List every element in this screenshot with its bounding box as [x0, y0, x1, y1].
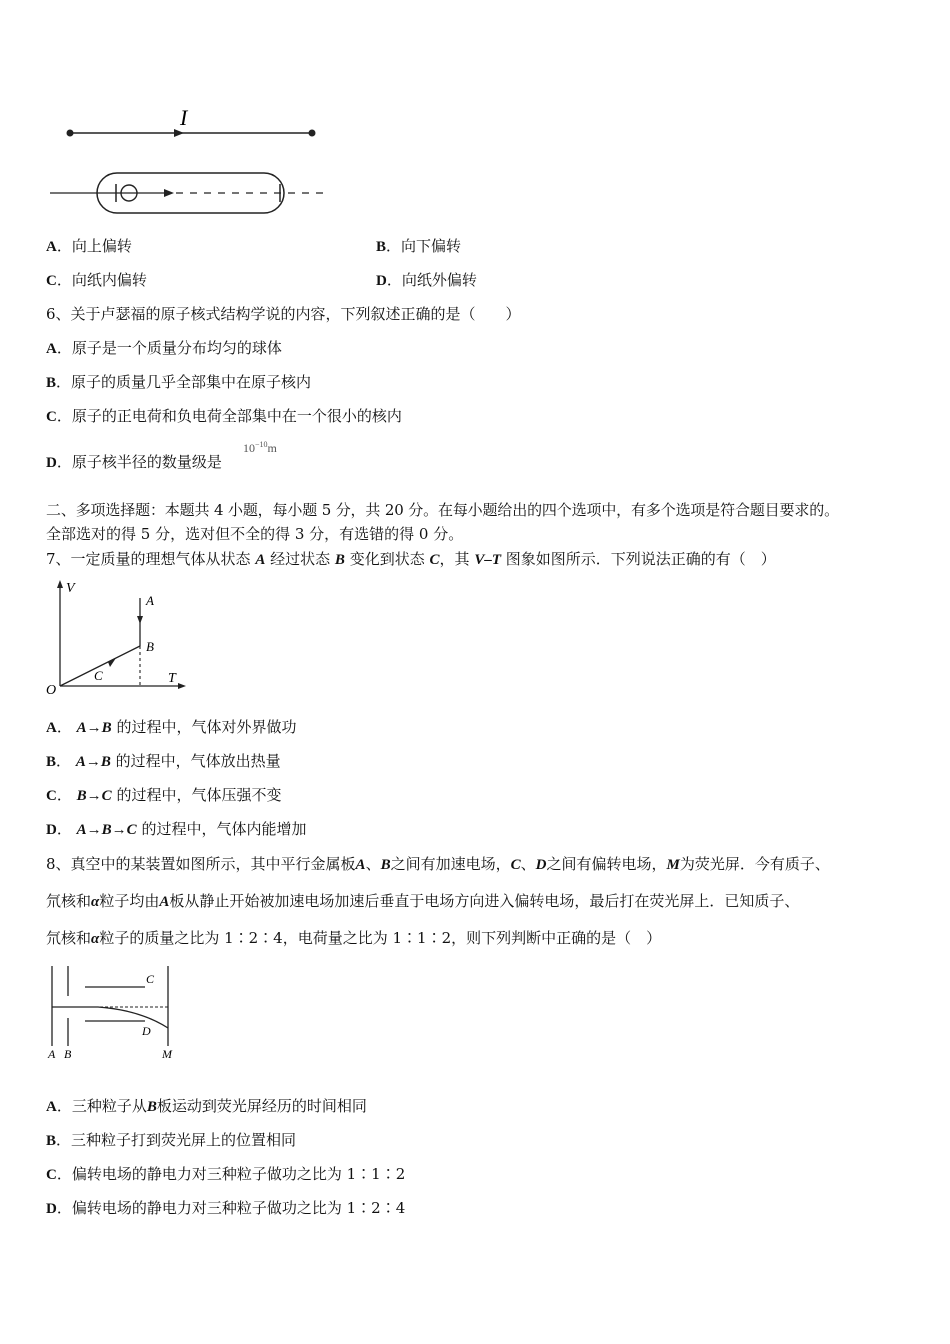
q7-option-b: B． A→B 的过程中，气体放出热量 [46, 752, 281, 770]
point-a-label: A [146, 593, 154, 608]
beam-arrow [164, 189, 174, 197]
q8-option-d: D．偏转电场的静电力对三种粒子做功之比为 1∶2∶4 [46, 1199, 406, 1217]
deflection-device-diagram [40, 962, 190, 1067]
q5-option-d: D．向纸外偏转 [376, 271, 477, 289]
label-m: M [162, 1047, 172, 1061]
q6-option-a: A．原子是一个质量分布均匀的球体 [46, 339, 282, 357]
q8-option-a: A．三种粒子从B板运动到荧光屏经历的时间相同 [46, 1097, 367, 1115]
current-arrow [174, 129, 184, 137]
label-a: A [48, 1047, 56, 1061]
arrow-ab [137, 616, 143, 624]
q6-d-value: $10^{-10}m$ [243, 440, 277, 455]
q8-option-c: C．偏转电场的静电力对三种粒子做功之比为 1∶1∶2 [46, 1165, 406, 1183]
label-d: D [142, 1024, 151, 1038]
vt-graph [40, 574, 200, 700]
section2-line1: 二、多项选择题：本题共 4 小题，每小题 5 分，共 20 分。在每小题给出的四个选项中，有多个选项是符合题目要求的。 [46, 501, 839, 519]
v-axis-arrow [57, 580, 63, 588]
q6-stem: 6、关于卢瑟福的原子核式结构学说的内容，下列叙述正确的是（ ） [46, 305, 521, 323]
t-axis-label: T [168, 671, 176, 686]
current-label: I [180, 105, 188, 130]
label-b: B [64, 1047, 72, 1061]
point-b-label: B [146, 639, 154, 654]
t-axis-arrow [178, 683, 186, 689]
wire-end-left [67, 130, 74, 137]
q6-option-d: D．原子核半径的数量级是 [46, 453, 222, 471]
particle-trajectory [85, 1007, 168, 1028]
v-axis-label: V [66, 581, 75, 596]
wire-tube-figure [40, 95, 340, 225]
q5-option-b: B．向下偏转 [376, 237, 462, 255]
q6-option-c: C．原子的正电荷和负电荷全部集中在一个很小的核内 [46, 407, 402, 425]
q7-option-c: C． B→C 的过程中，气体压强不变 [46, 786, 282, 804]
q8-option-b: B．三种粒子打到荧光屏上的位置相同 [46, 1131, 297, 1149]
q8-stem-line2: 氘核和α粒子均由A板从静止开始被加速电场加速后垂直于电场方向进入偏转电场，最后打在荧光屏上．已知质子、 [46, 892, 800, 910]
q5-option-c: C．向纸内偏转 [46, 271, 147, 289]
wire-end-right [309, 130, 316, 137]
q7-stem: 7、一定质量的理想气体从状态 A 经过状态 B 变化到状态 C，其 V–T 图象如图所示．下列说法正确的有（ ） [46, 550, 776, 568]
section2-line2: 全部选对的得 5 分，选对但不全的得 3 分，有选错的得 0 分。 [46, 525, 464, 543]
point-c-label: C [94, 668, 103, 683]
q8-stem-line3: 氘核和α粒子的质量之比为 1∶2∶4，电荷量之比为 1∶1∶2，则下列判断中正确的是（ ） [46, 929, 662, 947]
q5-option-a: A．向上偏转 [46, 237, 132, 255]
label-c: C [146, 972, 155, 986]
q6-option-b: B．原子的质量几乎全部集中在原子核内 [46, 373, 312, 391]
origin-label: O [46, 683, 57, 698]
q7-option-a: A． A→B 的过程中，气体对外界做功 [46, 718, 297, 736]
q8-stem-line1: 8、真空中的某装置如图所示，其中平行金属板A、B之间有加速电场，C、D之间有偏转电场，M为荧光屏．今有质子、 [46, 855, 830, 873]
q7-option-d: D． A→B→C 的过程中，气体内能增加 [46, 820, 307, 838]
